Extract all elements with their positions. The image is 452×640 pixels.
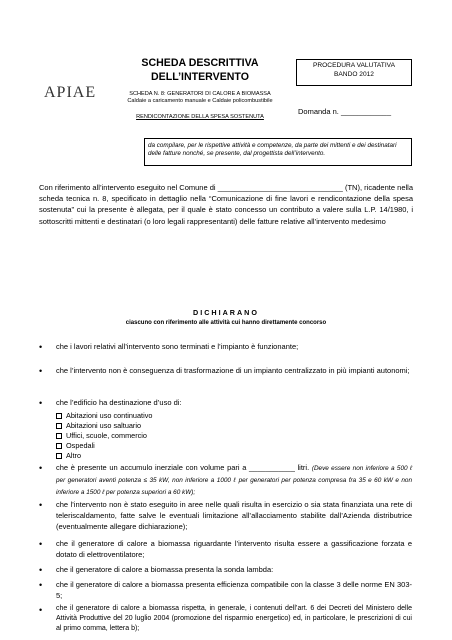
title-line-2: DELL’INTERVENTO — [151, 71, 249, 83]
use-option-5[interactable]: Altro — [56, 451, 81, 461]
declaration-2: che l’intervento non è conseguenza di trasformazione di un impianto centralizzato in più impianti autonomi; — [56, 366, 410, 375]
use-option-3[interactable]: Uffici, scuole, commercio — [56, 431, 147, 441]
use-option-1[interactable]: Abitazioni uso continuativo — [56, 411, 152, 421]
procedura-line-2: BANDO 2012 — [334, 70, 374, 78]
declaration-1: che i lavori relativi all’intervento sono terminati e l’impianto è funzionante; — [56, 342, 299, 351]
declaration-5: che l’intervento non è stato eseguito in aree nelle quali risulta in esercizio o sia stata finanziata una rete di teleriscaldamento, fatte salve le eventuali limitazione all’allacciamento stabilite dall’Azienda distributrice (eventualmente allegare dichiarazione); — [56, 500, 412, 532]
dichiarano-subtitle: ciascuno con riferimento alle attività cui hanno direttamente concorso — [125, 320, 327, 326]
bullet-icon: • — [39, 580, 43, 590]
title-line-1: SCHEDA DESCRITTIVA — [141, 57, 259, 69]
accumulo-note: (Deve essere non inferiore a 500 ℓ per generatori aventi potenza ≤ 35 kW, non inferiore a 1000 ℓ per generatori per potenza compresa fra 35 e 60 kW e non inferiore a 1500 ℓ per potenza superiori a 60 kW); — [56, 465, 412, 497]
scheda-subtitle: Caldaie a caricamento manuale e Caldaie policombustibile — [127, 98, 273, 104]
procedura-line-1: PROCEDURA VALUTATIVA — [313, 62, 395, 69]
declaration-8: che il generatore di calore a biomassa presenta efficienza compatibile con la classe 3 delle norme EN 303-5; — [56, 580, 412, 601]
domanda-field[interactable]: Domanda n. ____________ — [298, 107, 391, 116]
bullet-icon: • — [39, 500, 43, 510]
bullet-icon: • — [39, 463, 43, 473]
checkbox-icon[interactable] — [56, 423, 62, 429]
bullet-icon: • — [39, 398, 43, 408]
dichiarano-heading: DICHIARANO — [193, 308, 259, 317]
declaration-7: che il generatore di calore a biomassa presenta la sonda lambda: — [56, 565, 274, 574]
declaration-4: che è presente un accumulo inerziale con volume pari a ___________ litri. (Deve essere non inferiore a 500 ℓ per generatori aventi potenza ≤ 35 kW, non inferiore a 1000 ℓ per generatori per potenza compresa fra 35 e 60 kW e non inferiore a 1500 ℓ per potenza superiori a 60 kW); — [56, 463, 412, 497]
declaration-3: che l’edificio ha destinazione d’uso di: — [56, 398, 182, 407]
checkbox-icon[interactable] — [56, 433, 62, 439]
bullet-icon: • — [39, 366, 43, 376]
rendicontazione-label: RENDICONTAZIONE DELLA SPESA SOSTENUTA — [136, 114, 264, 120]
bullet-icon: • — [39, 539, 43, 549]
use-option-2[interactable]: Abitazioni uso saltuario — [56, 421, 141, 431]
declaration-6: che il generatore di calore a biomassa riguardante l’intervento risulta essere a gassificazione forzata e dotato di elettroventilatore; — [56, 539, 412, 560]
compilation-note: da compilare, per le rispettive attività e competenze, da parte dei mittenti e dei destinatari delle fatture nonché, se presente, dal progettista dell’intervento. — [144, 138, 412, 166]
apiae-logo: APIAE — [44, 84, 97, 101]
bullet-icon: • — [39, 565, 43, 575]
declaration-9: che il generatore di calore a biomassa rispetta, in generale, i contenuti dell’art. 6 dei Decreti del Ministero delle Attività Produttive del 20 luglio 2004 (promozione del risparmio energetico) ed, in particolare, le prescrizioni di cui al primo comma, lettera b); — [56, 605, 412, 632]
scheda-title: SCHEDA N. 8: GENERATORI DI CALORE A BIOMASSA — [129, 91, 271, 97]
use-option-4[interactable]: Ospedali — [56, 441, 95, 451]
checkbox-icon[interactable] — [56, 413, 62, 419]
bullet-icon: • — [39, 605, 43, 615]
page-title — [120, 56, 280, 84]
checkbox-icon[interactable] — [56, 453, 62, 459]
procedura-box — [296, 59, 412, 86]
bullet-icon: • — [39, 342, 43, 352]
checkbox-icon[interactable] — [56, 443, 62, 449]
intro-paragraph: Con riferimento all’intervento eseguito nel Comune di ______________________________ (TN), ricadente nella scheda tecnica n. 8, specificato in dettaglio nella “Comunicazione di fine lavori e rendicontazione della spesa sostenuta” cui la presente è allegata, per il quale è stato concesso un contributo a valere sulla L.P. 14/1980, i sottoscritti mittenti e destinatari (o loro legali rappresentanti) delle fatture relative all’intervento medesimo — [39, 183, 413, 226]
